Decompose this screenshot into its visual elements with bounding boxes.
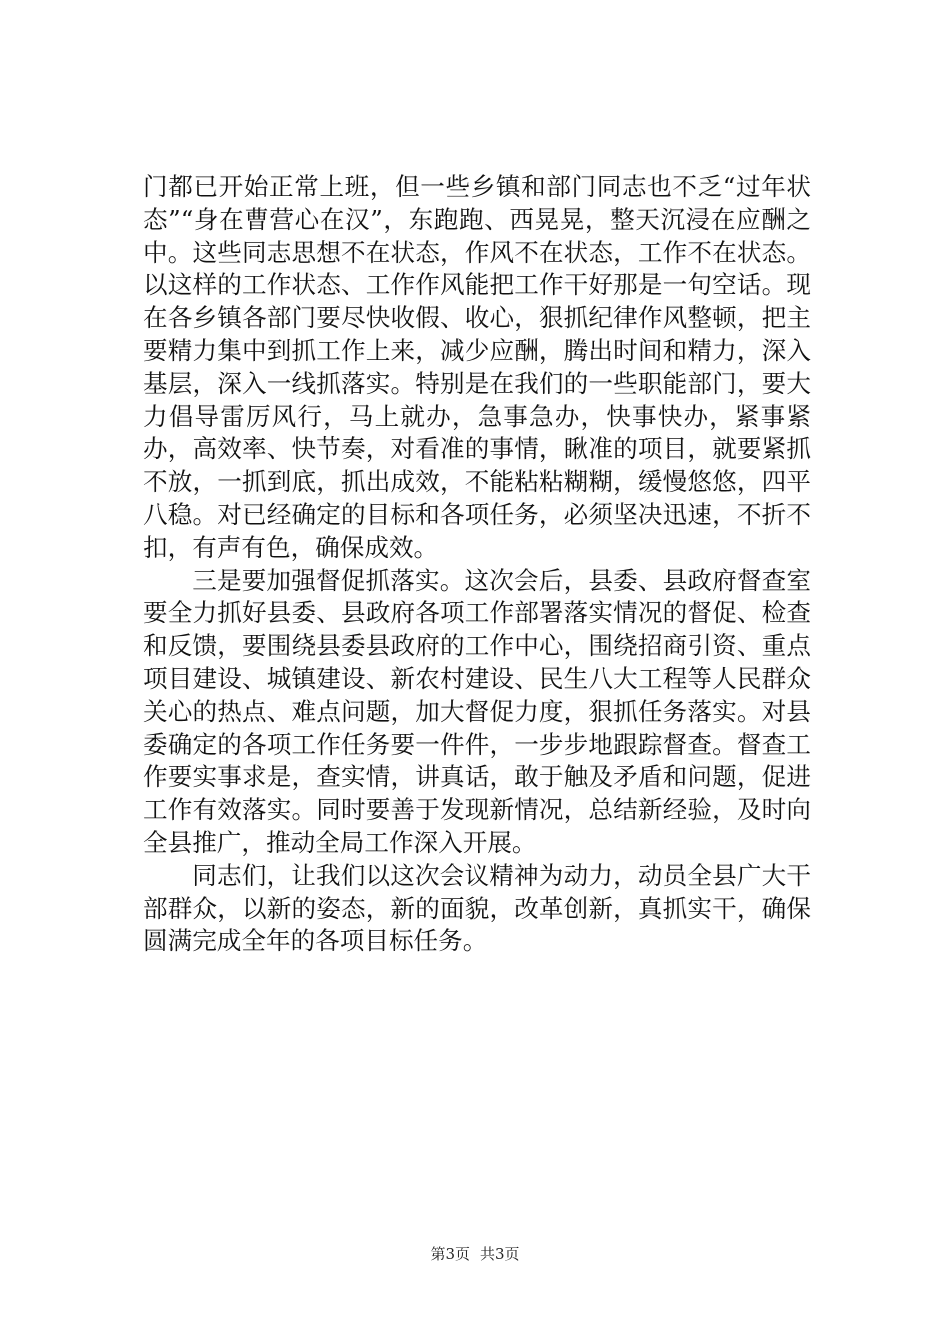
document-body bbox=[143, 171, 811, 958]
page-footer bbox=[0, 1244, 950, 1264]
page-total: 共3页 bbox=[480, 1245, 520, 1263]
page-number: 第3页 bbox=[430, 1245, 470, 1263]
paragraph-2: 三是要加强督促抓落实。这次会后，县委、县政府督查室要全力抓好县委、县政府各项工作部署落实情况的督促、检查和反馈，要围绕县委县政府的工作中心，围绕招商引资、重点项目建设、城镇建设、新农村建设、民生八大工程等人民群众关心的热点、难点问题，加大督促力度，狠抓任务落实。对县委确定的各项工作任务要一件件，一步步地跟踪督查。督查工作要实事求是，查实情，讲真话，敢于触及矛盾和问题，促进工作有效落实。同时要善于发现新情况，总结新经验，及时向全县推广，推动全局工作深入开展。 bbox=[143, 565, 811, 857]
paragraph-1: 门都已开始正常上班，但一些乡镇和部门同志也不乏“过年状态”“身在曹营心在汉”，东跑跑、西晃晃，整天沉浸在应酬之中。这些同志思想不在状态，作风不在状态，工作不在状态。以这样的工作状态、工作作风能把工作干好那是一句空话。现在各乡镇各部门要尽快收假、收心，狠抓纪律作风整顿，把主要精力集中到抓工作上来，减少应酬，腾出时间和精力，深入基层，深入一线抓落实。特别是在我们的一些职能部门，要大力倡导雷厉风行，马上就办，急事急办，快事快办，紧事紧办，高效率、快节奏，对看准的事情，瞅准的项目，就要紧抓不放，一抓到底，抓出成效，不能粘粘糊糊，缓慢悠悠，四平八稳。对已经确定的目标和各项任务，必须坚决迅速，不折不扣，有声有色，确保成效。 bbox=[143, 172, 811, 562]
paragraph-3: 同志们，让我们以这次会议精神为动力，动员全县广大干部群众，以新的姿态，新的面貌，改革创新，真抓实干，确保圆满完成全年的各项目标任务。 bbox=[143, 860, 811, 956]
